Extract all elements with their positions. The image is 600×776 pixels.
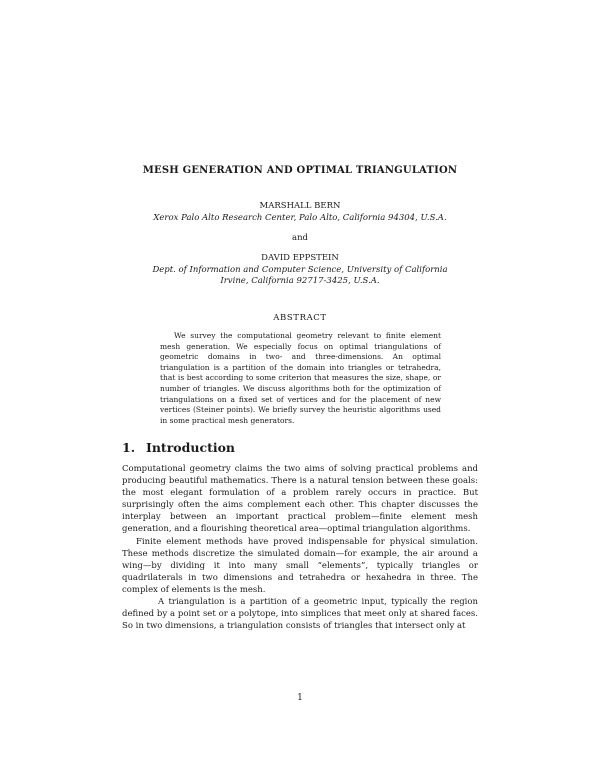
author-affiliation-2-line-2: Irvine, California 92717-3425, U.S.A. xyxy=(220,276,380,286)
section-title: Introduction xyxy=(146,440,236,455)
page-number: 1 xyxy=(297,693,303,703)
body-text xyxy=(122,463,478,632)
author-name-2: DAVID EPPSTEIN xyxy=(261,253,339,263)
paragraph-1: Computational geometry claims the two aims of solving practical problems and producing beautiful mathematics. There is a natural tension between these goals: the most elegant formulation of a problem rarely occurs in practice. But surprisingly often the aims complement each other. This chapter discusses the interplay between an important practical problem—finite element mesh generation, and a flourishing theoretical area—optimal triangulation algorithms. xyxy=(122,464,478,535)
section-heading xyxy=(122,440,235,455)
section-number: 1. xyxy=(122,440,136,455)
paragraph-3: A triangulation is a partition of a geometric input, typically the region defined by a point set or a polytope, into simplices that meet only at shared faces. So in two dimensions, a triangulation consists of triangles that intersect only at xyxy=(122,597,478,632)
author-separator: and xyxy=(292,233,308,243)
author-affiliation-1: Xerox Palo Alto Research Center, Palo Alto, California 94304, U.S.A. xyxy=(153,213,447,223)
abstract-heading: ABSTRACT xyxy=(273,313,327,323)
abstract-text: We survey the computational geometry relevant to finite element mesh generation. We especially focus on optimal triangulations of geometric domains in two- and three-dimensions. An optimal triangulation is a partition of the domain into triangles or tetrahedra, that is best according to some criterion that measures the size, shape, or number of triangles. We discuss algorithms both for the optimization of triangulations on a fixed set of vertices and for the placement of new vertices (Steiner points). We briefly survey the heuristic algorithms used in some practical mesh generators. xyxy=(160,331,441,425)
author-name-1: MARSHALL BERN xyxy=(259,201,341,211)
paper-title: MESH GENERATION AND OPTIMAL TRIANGULATION xyxy=(142,165,458,176)
abstract-body xyxy=(160,331,441,426)
paragraph-2: Finite element methods have proved indispensable for physical simulation. These methods discretize the simulated domain—for example, the air around a wing—by dividing it into many small “elements”, typically triangles or quadrilaterals in two dimensions and tetrahedra or hexahedra in three. The complex of elements is the mesh. xyxy=(122,536,478,595)
author-affiliation-2-line-1: Dept. of Information and Computer Science, University of California xyxy=(152,265,448,275)
